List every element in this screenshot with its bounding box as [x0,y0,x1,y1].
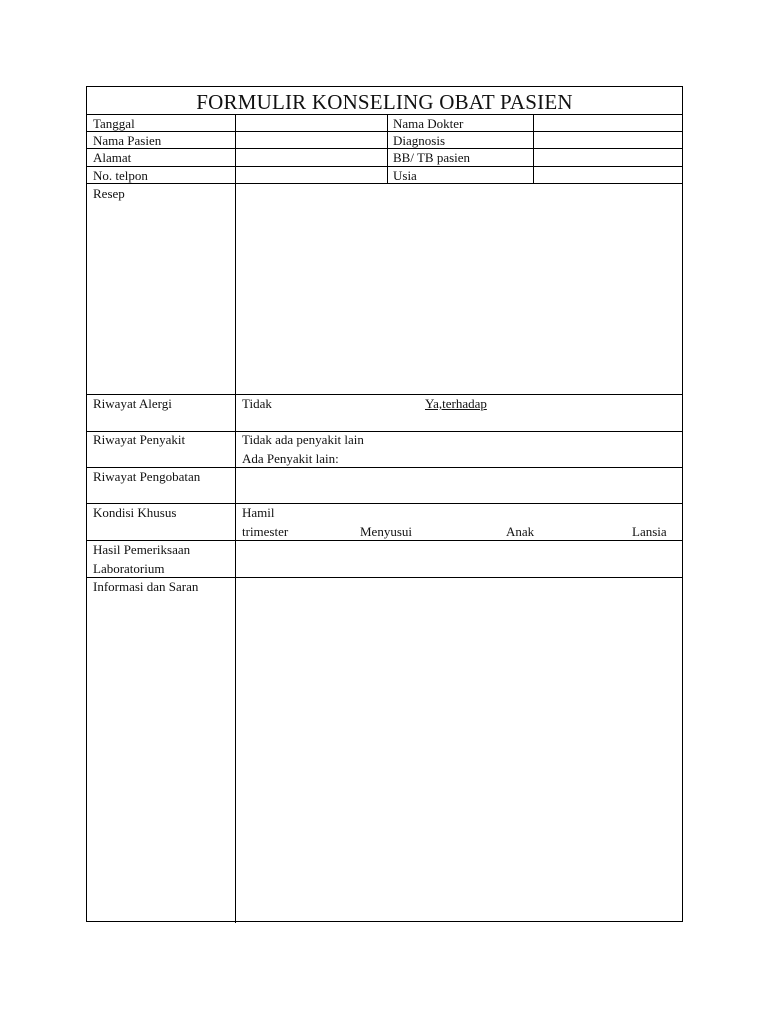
row-divider [87,114,682,115]
column-divider [533,114,534,183]
row-divider [87,131,682,132]
row-divider [87,503,682,504]
riwayat-alergi-label: Riwayat Alergi [93,396,172,411]
penyakit-ada-option: Ada Penyakit lain: [242,451,339,466]
telpon-label: No. telpon [93,168,148,183]
row-divider [87,183,682,184]
row-divider [87,148,682,149]
informasi-saran-label: Informasi dan Saran [93,579,199,594]
row-divider [87,166,682,167]
counseling-form [86,86,683,922]
column-divider [387,114,388,183]
hasil-lab-label-line2: Laboratorium [93,561,165,576]
row-divider [87,540,682,541]
kondisi-khusus-label: Kondisi Khusus [93,505,177,520]
riwayat-penyakit-label: Riwayat Penyakit [93,432,186,447]
hamil-option: Hamil [242,505,275,520]
column-divider [235,114,236,923]
menyusui-option: Menyusui [360,524,412,539]
diagnosis-label: Diagnosis [393,133,445,148]
riwayat-pengobatan-label: Riwayat Pengobatan [93,469,201,484]
bb-tb-label: BB/ TB pasien [393,150,471,165]
anak-option: Anak [506,524,535,539]
alamat-label: Alamat [93,150,132,165]
penyakit-tidak-option: Tidak ada penyakit lain [242,432,364,447]
tanggal-label: Tanggal [93,116,135,131]
alergi-tidak-option: Tidak [242,396,272,411]
nama-dokter-label: Nama Dokter [393,116,464,131]
alergi-ya-option: Ya,terhadap [425,396,487,411]
trimester-option: trimester [242,524,289,539]
nama-pasien-label: Nama Pasien [93,133,162,148]
resep-label: Resep [93,186,125,201]
hasil-lab-label-line1: Hasil Pemeriksaan [93,542,191,557]
row-divider [87,467,682,468]
row-divider [87,577,682,578]
usia-label: Usia [393,168,417,183]
row-divider [87,394,682,395]
lansia-option: Lansia [632,524,667,539]
form-title: FORMULIR KONSELING OBAT PASIEN [196,90,573,114]
